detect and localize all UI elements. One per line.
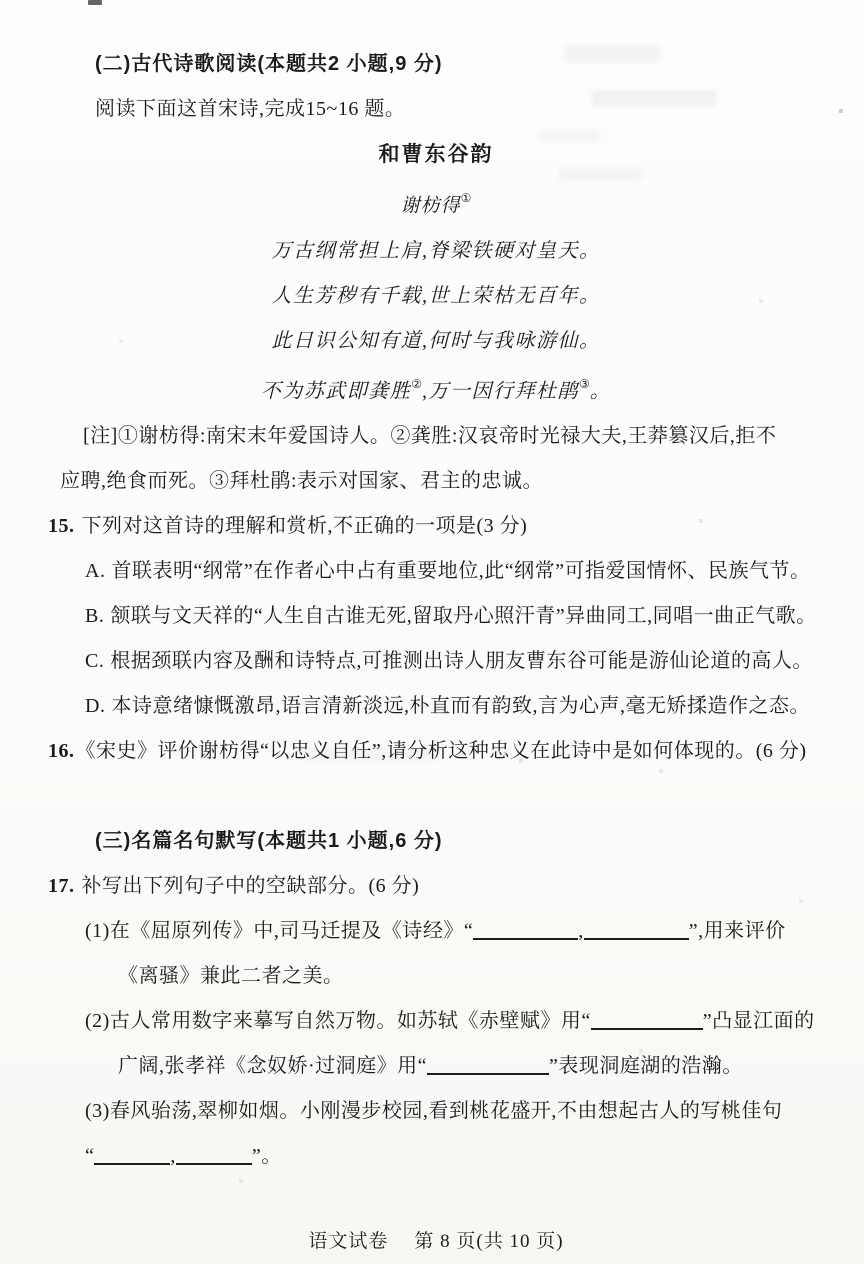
answer-blank [584, 924, 689, 940]
question-16-text: 《宋史》评价谢枋得“以忠义自任”,请分析这种忠义在此诗中是如何体现的。(6 分) [75, 740, 807, 763]
poem-line: 此日识公知有道,何时与我咏游仙。 [271, 329, 601, 352]
question-17-item-2-line-1 [85, 999, 824, 1044]
item-3-separator: , [170, 1145, 176, 1168]
footnote-ref-1: ① [460, 191, 472, 205]
footer-page-number: 第 8 页(共 10 页) [414, 1231, 564, 1253]
option-b [85, 594, 824, 639]
option-c [85, 639, 824, 684]
option-b-label: B. [85, 605, 105, 628]
item-1-text: (1)在《屈原列传》中,司马迁提及《诗经》“ [85, 920, 474, 943]
option-c-text: 根据颈联内容及酬和诗特点,可推测出诗人朋友曹东谷可能是游仙论道的高人。 [110, 650, 813, 673]
answer-blank [473, 924, 578, 940]
item-2-text: ”表现洞庭湖的浩瀚。 [549, 1055, 743, 1078]
poem-author-line [48, 178, 824, 229]
section-heading-dictation: (三)名篇名句默写(本题共1 小题,6 分) [95, 830, 443, 853]
question-17-stem [48, 864, 824, 909]
question-17-text: 补写出下列句子中的空缺部分。(6 分) [81, 875, 420, 898]
question-17-item-3-line-2 [85, 1134, 824, 1179]
scan-noise [0, 0, 2, 2]
section-spacer [48, 774, 824, 819]
item-1-separator: , [578, 920, 584, 943]
option-b-text: 颔联与文天祥的“人生自古谁无死,留取丹心照汗青”异曲同工,同唱一曲正气歌。 [110, 605, 817, 628]
question-17-item-1-line-2: 《离骚》兼此二者之美。 [118, 965, 344, 988]
question-17-item-1-line-1 [85, 909, 824, 954]
option-a [85, 549, 824, 594]
question-17-number: 17. [48, 875, 75, 898]
scan-mark [88, 0, 102, 5]
poem-line [48, 364, 824, 415]
answer-blank [94, 1149, 170, 1165]
item-2-text: 广阔,张孝祥《念奴娇·过洞庭》用“ [118, 1055, 428, 1078]
item-2-text: (2)古人常用数字来摹写自然万物。如苏轼《赤壁赋》用“ [85, 1010, 591, 1033]
poem-author: 谢枋得 [400, 195, 461, 217]
footnote-ref-3: ③ [579, 376, 590, 391]
question-15-text: 下列对这首诗的理解和赏析,不正确的一项是(3 分) [81, 515, 528, 538]
option-d-label: D. [85, 695, 106, 718]
poem-title: 和曹东谷韵 [378, 143, 494, 166]
poem-line-segment: 不为苏武即龚胜 [260, 380, 412, 403]
item-3-period: 。 [261, 1145, 282, 1168]
question-16-number: 16. [48, 740, 75, 763]
question-15-stem [48, 504, 824, 549]
poem-line-segment: 。 [589, 380, 612, 403]
answer-blank [591, 1014, 703, 1030]
reading-instruction: 阅读下面这首宋诗,完成15~16 题。 [95, 98, 406, 120]
page-footer [48, 1219, 824, 1264]
poem-line-segment: ,万一因行拜杜鹃 [422, 380, 579, 403]
section-heading-poetry: (二)古代诗歌阅读(本题共2 小题,9 分) [95, 53, 443, 75]
option-d-text: 本诗意绪慷慨激昂,语言清新淡远,朴直而有韵致,言为心声,毫无矫揉造作之态。 [111, 695, 810, 718]
option-d [85, 684, 824, 729]
item-3-quote-open: “ [85, 1145, 95, 1168]
question-17-item-2-line-2 [118, 1044, 824, 1089]
poem-line: 万古纲常担上肩,脊梁铁硬对皇天。 [271, 239, 601, 262]
item-2-text: ”凸显江面的 [702, 1010, 815, 1033]
question-15-number: 15. [48, 515, 75, 538]
answer-blank [176, 1149, 252, 1165]
footer-exam-name: 语文试卷 [308, 1231, 389, 1253]
poem-line: 人生芳秽有千载,世上荣枯无百年。 [271, 284, 601, 307]
item-3-quote-close: ” [251, 1145, 262, 1168]
footnote-ref-2: ② [411, 376, 422, 391]
question-17-item-3-line-1: (3)春风骀荡,翠柳如烟。小刚漫步校园,看到桃花盛开,不由想起古人的写桃佳句 [85, 1100, 783, 1123]
poem-notes-line-1: [注]①谢枋得:南宋末年爱国诗人。②龚胜:汉哀帝时光禄大夫,王莽篡汉后,拒不 [83, 425, 777, 448]
question-16-stem [48, 729, 824, 774]
answer-blank [427, 1059, 549, 1075]
option-a-text: 首联表明“纲常”在作者心中占有重要地位,此“纲常”可指爱国情怀、民族气节。 [111, 560, 811, 583]
poem-title-line [48, 132, 824, 178]
item-1-text: ”,用来评价 [688, 920, 786, 943]
poem-notes-line-2: 应聘,绝食而死。③拜杜鹃:表示对国家、君主的忠诚。 [60, 470, 544, 493]
option-c-label: C. [85, 650, 105, 673]
option-a-label: A. [85, 560, 106, 583]
